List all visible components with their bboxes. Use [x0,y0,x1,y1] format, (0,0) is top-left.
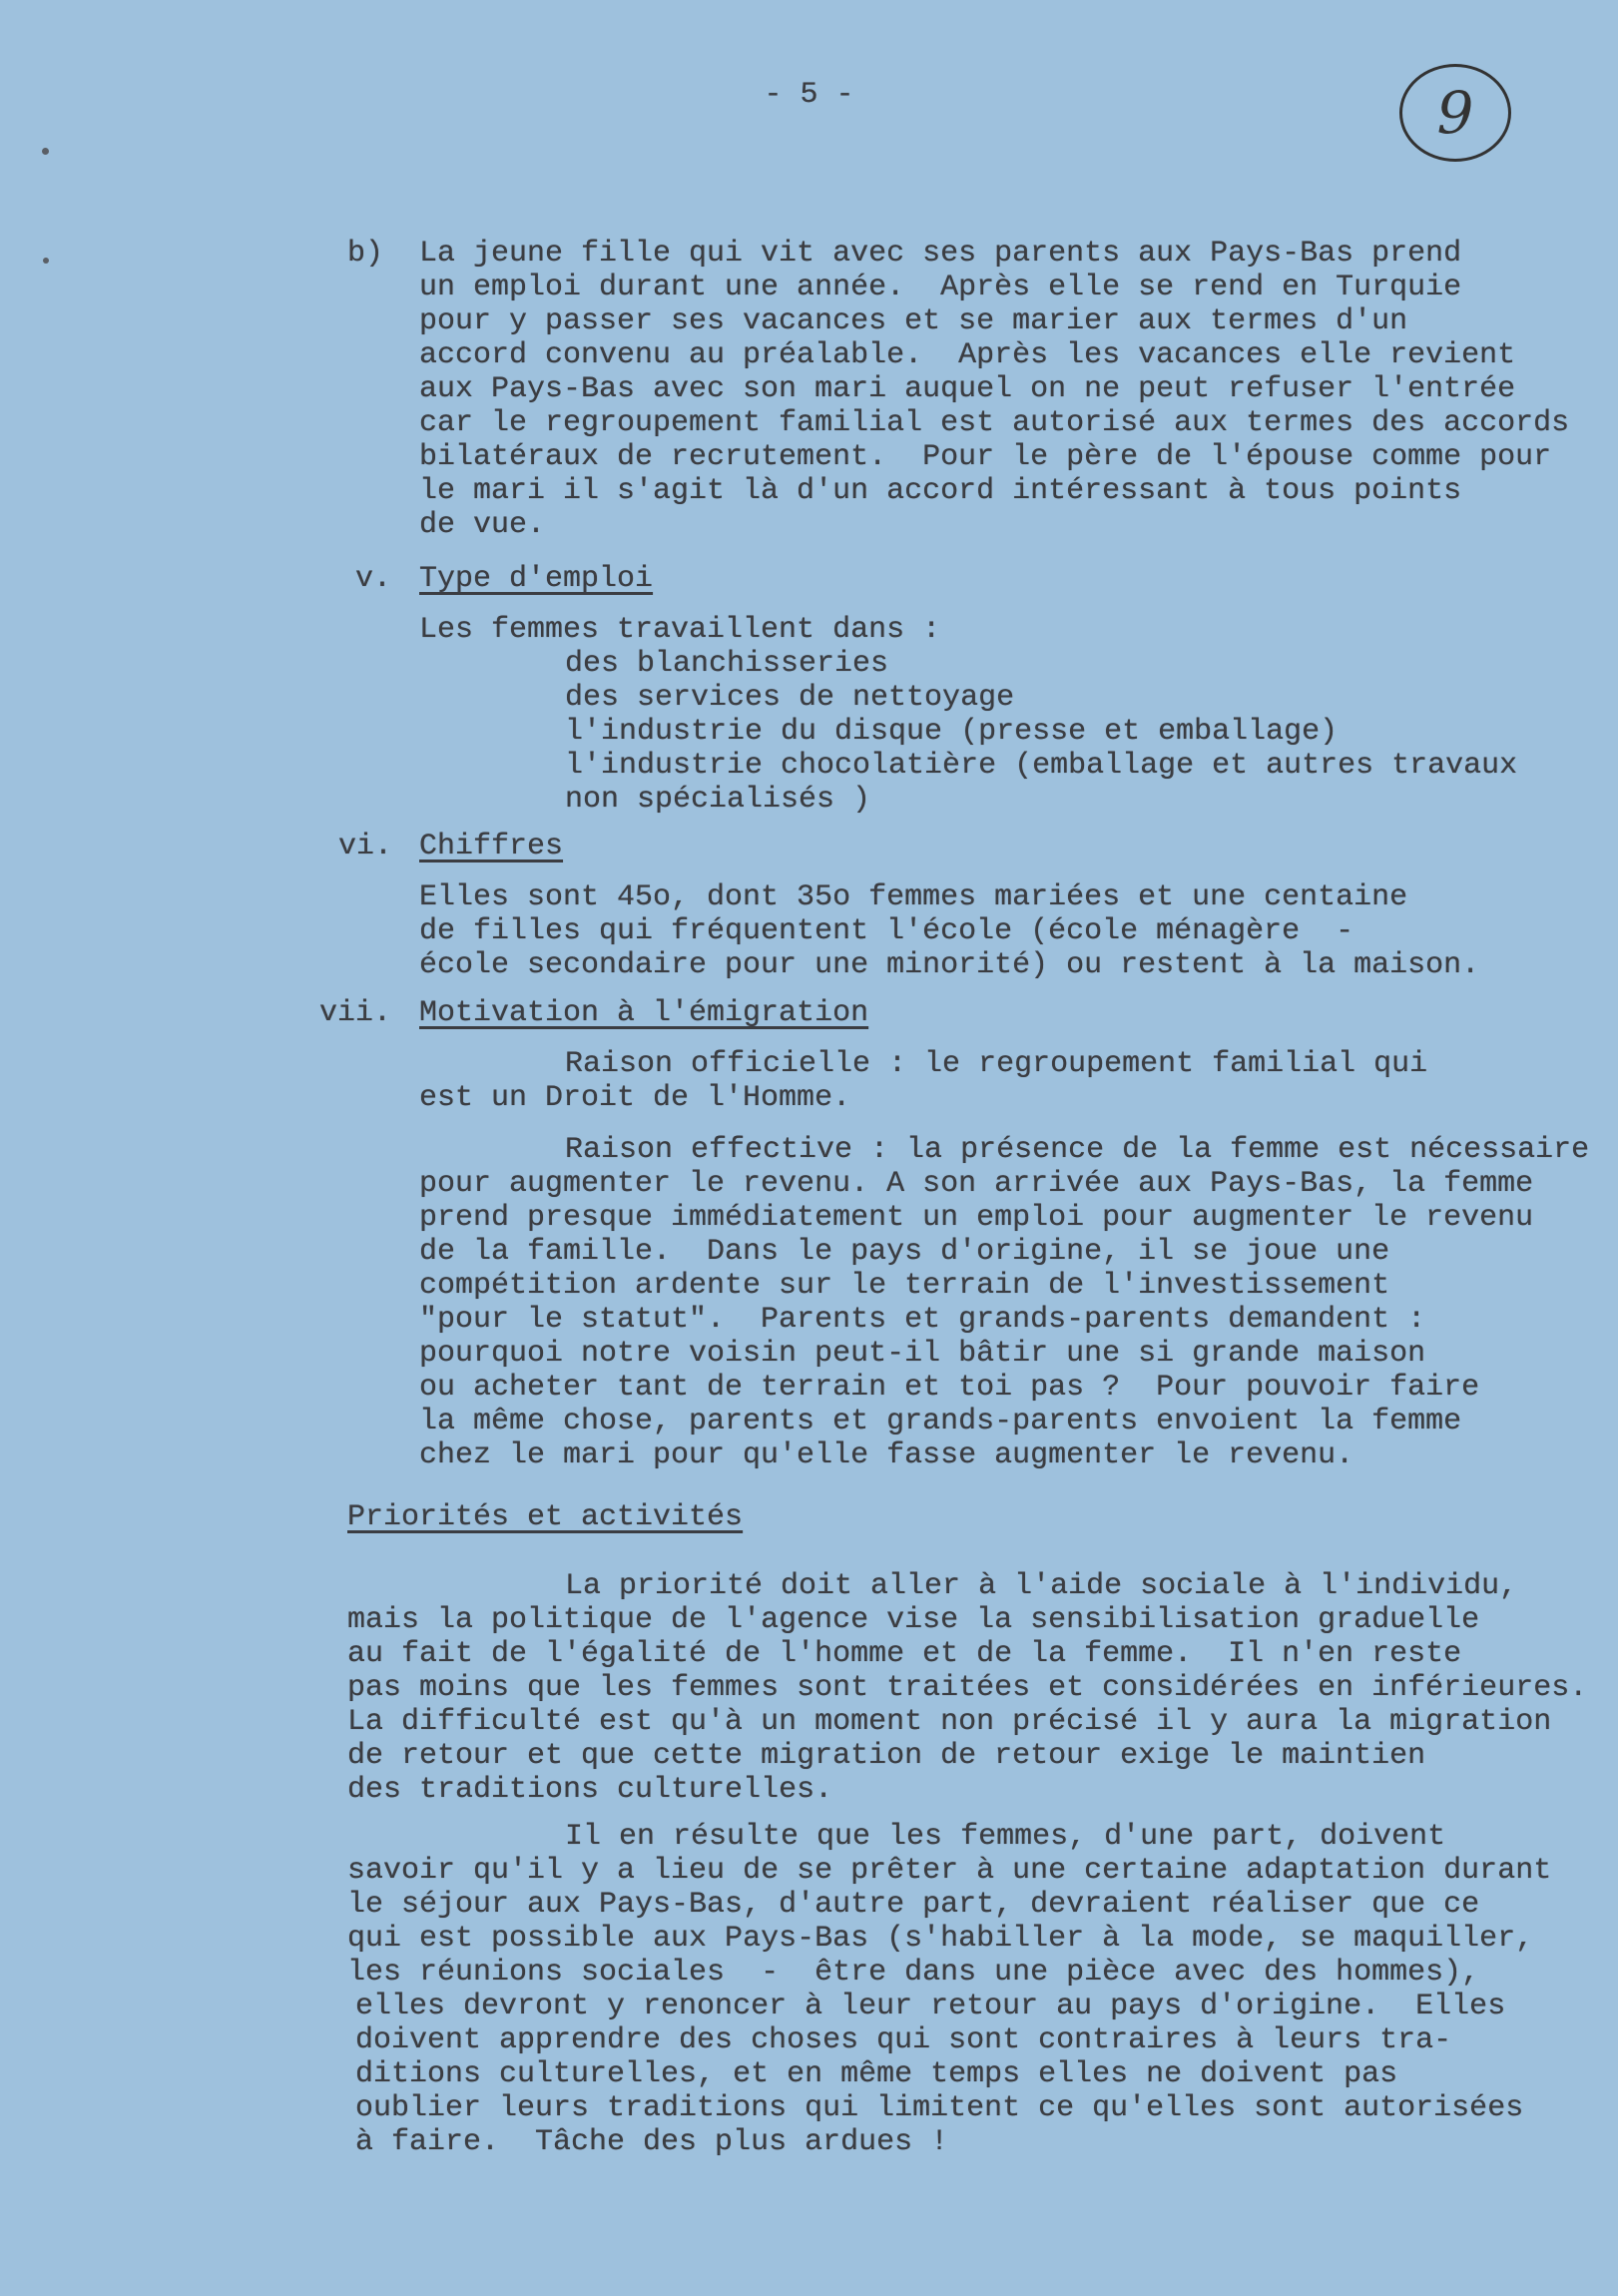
text-line: chez le mari pour qu'elle fasse augmenter le revenu. [419,1438,1354,1472]
text-line: la même chose, parents et grands-parents envoient la femme [419,1405,1462,1438]
section-vii-number: vii. [319,996,392,1030]
text-line: pour augmenter le revenu. A son arrivée aux Pays-Bas, la femme [419,1167,1534,1201]
section-v-heading: Type d'emploi [419,562,654,596]
list-item: des services de nettoyage [565,681,1015,715]
text-line: mais la politique de l'agence vise la sensibilisation graduelle [347,1603,1480,1637]
text-line: La difficulté est qu'à un moment non précisé il y aura la migration [347,1705,1552,1739]
text-line: les réunions sociales - être dans une pièce avec des hommes), [347,1956,1480,1990]
text-line: Elles sont 45o, dont 35o femmes mariées et une centaine [419,880,1408,914]
text-line: "pour le statut". Parents et grands-parents demandent : [419,1303,1426,1337]
text-line: pas moins que les femmes sont traitées et considérées en inférieures. [347,1671,1588,1705]
text-line: des traditions culturelles. [347,1773,833,1807]
list-item: des blanchisseries [565,647,889,681]
text-line: de vue. [419,508,546,542]
priorities-paragraph-2 [337,1854,1552,2159]
punch-mark [42,148,49,155]
text-line: de la famille. Dans le pays d'origine, il se joue une [419,1235,1390,1269]
text-line: école secondaire pour une minorité) ou restent à la maison. [419,948,1480,982]
text-line: un emploi durant une année. Après elle se rend en Turquie [419,271,1462,304]
employment-list [565,647,1517,817]
text-line: prend presque immédiatement un emploi pour augmenter le revenu [419,1201,1534,1235]
section-vii-effective-paragraph [419,1167,1533,1472]
text-line: de filles qui fréquentent l'école (école ménagère - [419,914,1354,948]
item-b-paragraph [419,237,1569,542]
text-line: à faire. Tâche des plus ardues ! [337,2125,949,2159]
text-line: de retour et que cette migration de retour exige le maintien [347,1739,1426,1773]
text-line: aux Pays-Bas avec son mari auquel on ne peut refuser l'entrée [419,372,1516,406]
text-line: compétition ardente sur le terrain de l'investissement [419,1269,1390,1303]
text-line: qui est possible aux Pays-Bas (s'habiller à la mode, se maquiller, [347,1922,1534,1956]
page-number: - 5 - [764,78,854,112]
priorities-paragraph-1 [347,1603,1587,1807]
text-line: est un Droit de l'Homme. [419,1081,851,1115]
text-line: bilatéraux de recrutement. Pour le père de l'épouse comme pour [419,440,1552,474]
text-line: ou acheter tant de terrain et toi pas ? Pour pouvoir faire [419,1371,1480,1405]
priorities-heading: Priorités et activités [347,1500,744,1534]
section-vi-heading: Chiffres [419,830,564,863]
item-b-label: b) [347,237,384,271]
text-line: La jeune fille qui vit avec ses parents aux Pays-Bas prend [419,237,1462,271]
text-line: pour y passer ses vacances et se marier aux termes d'un [419,304,1408,338]
text-line: ditions culturelles, et en même temps elles ne doivent pas [337,2057,1398,2091]
folio-mark-circled: 9 [1399,64,1511,162]
text-line: car le regroupement familial est autorisé aux termes des accords [419,406,1570,440]
text-line: le mari il s'agit là d'un accord intéressant à tous points [419,474,1462,508]
text-line: Il en résulte que les femmes, d'une part, doivent [565,1820,1446,1854]
text-line: Raison officielle : le regroupement familial qui [565,1047,1428,1081]
text-line: doivent apprendre des choses qui sont contraires à leurs tra- [337,2023,1452,2057]
punch-mark [43,258,49,264]
text-line: oublier leurs traditions qui limitent ce qu'elles sont autorisées [337,2091,1524,2125]
list-item: l'industrie chocolatière (emballage et autres travaux [565,749,1518,783]
text-line: savoir qu'il y a lieu de se prêter à une certaine adaptation durant [347,1854,1552,1888]
list-item: non spécialisés ) [565,783,871,817]
section-vi-number: vi. [338,830,393,863]
section-v-intro: Les femmes travaillent dans : [419,613,941,647]
section-v-number: v. [355,562,392,596]
text-line: au fait de l'égalité de l'homme et de la femme. Il n'en reste [347,1637,1462,1671]
list-item: l'industrie du disque (presse et emballage) [565,715,1339,749]
text-line: La priorité doit aller à l'aide sociale à l'individu, [565,1569,1518,1603]
section-vi-paragraph [419,880,1479,982]
text-line: accord convenu au préalable. Après les vacances elle revient [419,338,1516,372]
text-line: le séjour aux Pays-Bas, d'autre part, devraient réaliser que ce [347,1888,1480,1922]
text-line: Raison effective : la présence de la femme est nécessaire [565,1133,1590,1167]
text-line: pourquoi notre voisin peut-il bâtir une si grande maison [419,1337,1426,1371]
section-vii-heading: Motivation à l'émigration [419,996,869,1030]
text-line: elles devront y renoncer à leur retour au pays d'origine. Elles [337,1990,1506,2023]
